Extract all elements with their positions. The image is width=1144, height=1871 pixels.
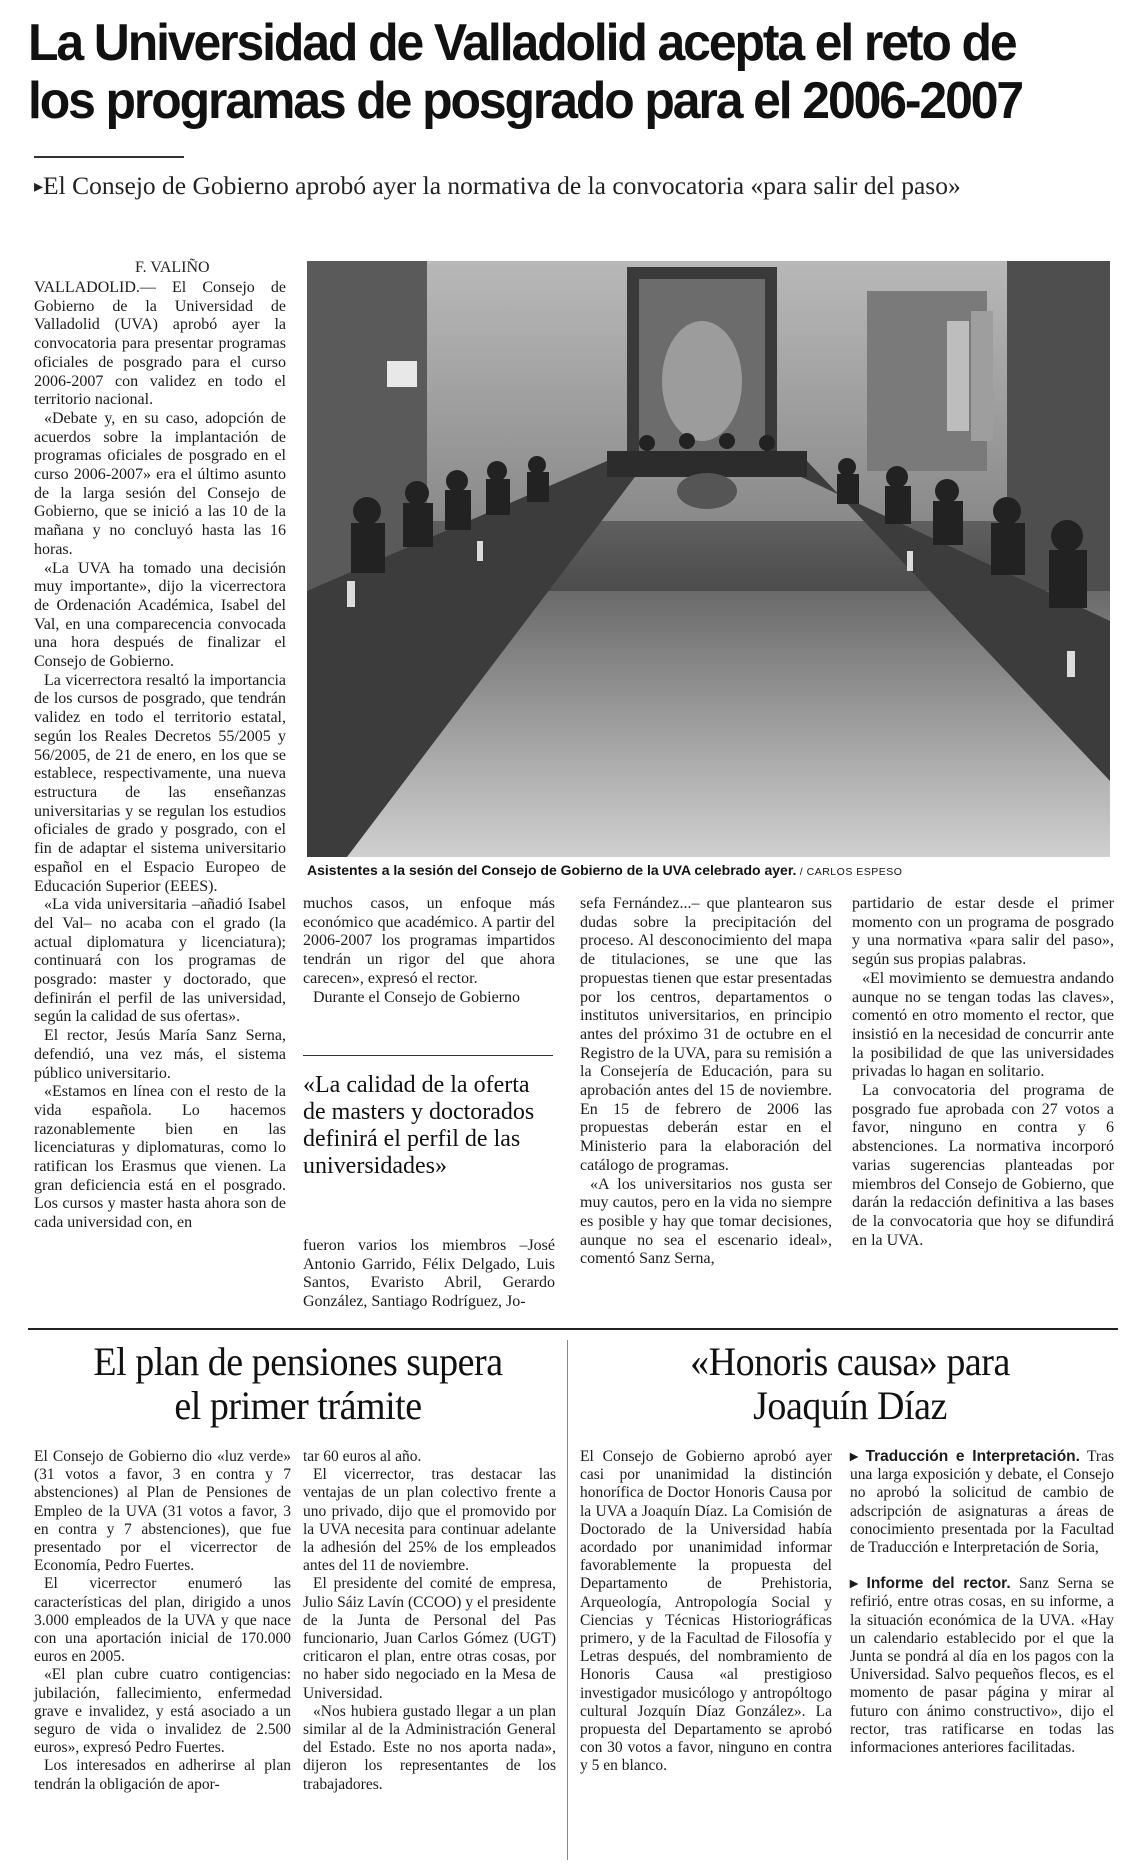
subheadline bbox=[34, 170, 1124, 203]
headline-line-2: Joaquín Díaz bbox=[753, 1383, 947, 1428]
paragraph: La convocatoria del programa de posgrado fue aprobada con 27 votos a favor, ninguno en contra y 6 abstenciones. La normativa incorporó varias sugerencias planteadas por miembros del Consejo de Gobierno, que darán la redacción definitiva a las bases de la convocatoria que hoy se difundirá en la UVA. bbox=[852, 1082, 1114, 1249]
paragraph: El Consejo de Gobierno dio «luz verde» (31 votos a favor, 3 en contra y 7 abstenciones) al Plan de Pensiones de Empleo de la UVA (31 votos a favor, 3 en contra y 7 abstenciones), que fue presentado por el vicerrector de Economía, Pedro Fuertes. bbox=[34, 1448, 291, 1575]
pensiones-headline bbox=[42, 1340, 555, 1428]
article-column-1 bbox=[34, 279, 286, 1233]
meeting-photo bbox=[307, 261, 1110, 857]
headline-line-1: «Honoris causa» para bbox=[690, 1339, 1010, 1384]
triangle-bullet-icon: ▸ bbox=[34, 176, 44, 197]
bullet-paragraph bbox=[850, 1575, 1114, 1757]
paragraph: El Consejo de Gobierno aprobó ayer casi por unanimidad la distinción honorífica de Doctor Honoris Causa por la UVA a Joaquín Díaz. La Comisión de Doctorado de la Universidad había acordado por unanimidad informar favorablemente la propuesta del Departamento de Prehistoria, Arqueología, Antropología Social y Ciencias y Técnicas Historiográficas primero, y de la Facultad de Filosofía y Letras después, del nombramiento de Honoris Causa «al prestigioso investigador musicólogo y antropóltogo cultural Jozquín Díaz González». La propuesta del Departamento se aprobó con 30 votos a favor, ninguno en contra y 5 en blanco. bbox=[580, 1448, 832, 1775]
byline: F. VALIÑO bbox=[135, 259, 210, 276]
headline-rule bbox=[34, 156, 184, 158]
photo-caption bbox=[307, 862, 1110, 878]
bullet-paragraph bbox=[850, 1448, 1114, 1557]
paragraph: El vicerrector, tras destacar las ventajas de un plan colectivo frente a uno privado, dijo que el promovido por la UVA necesita para continuar adelante la adhesión del 25% de los empleados antes del 11 de noviembre. bbox=[303, 1466, 556, 1575]
article-column-2-top bbox=[303, 895, 555, 1007]
subheadline-text: El Consejo de Gobierno aprobó ayer la normativa de la convocatoria «para salir del paso» bbox=[43, 171, 961, 200]
pullquote: «La calidad de la oferta de masters y doctorados definirá el perfil de las universidades» bbox=[303, 1072, 535, 1179]
paragraph: VALLADOLID.— El Consejo de Gobierno de la Universidad de Valladolid (UVA) aprobó ayer la convocatoria para presentar programas oficiales de posgrado para el curso 2006-2007 con validez en todo el territorio nacional. bbox=[34, 279, 286, 409]
paragraph: El rector, Jesús María Sanz Serna, defendió, una vez más, el sistema público universitario. bbox=[34, 1027, 286, 1082]
bullet-text: Tras una larga exposición y debate, el Consejo no aprobó la solicitud de cambio de adscripción de asignaturas a áreas de conocimiento presentada por la Facultad de Traducción e Interpretación de Soria, bbox=[850, 1448, 1114, 1557]
meeting-room-image bbox=[307, 261, 1110, 857]
paragraph: «La vida universitaria –añadió Isabel del Val– no acaba con el grado (la actual diplomatura y licenciatura); continuará con los programas de posgrado: master y doctorado, que definirán el perfil de las universidad, según la calidad de sus ofertas». bbox=[34, 896, 286, 1026]
pensiones-column-1 bbox=[34, 1448, 291, 1794]
paragraph: partidario de estar desde el primer momento con un programa de posgrado y una normativa «para salir del paso», según sus propias palabras. bbox=[852, 895, 1114, 969]
headline-line-1: El plan de pensiones supera bbox=[93, 1339, 503, 1384]
paragraph: «El movimiento se demuestra andando aunque no se tengan todas las claves», comentó en otro momento el rector, que insistió en la necesidad de concurrir ante la posibilidad de que las universidades privadas lo hagan en solitario. bbox=[852, 969, 1114, 1081]
pullquote-rule-top bbox=[303, 1055, 553, 1056]
caption-text: Asistentes a la sesión del Consejo de Gobierno de la UVA celebrado ayer. bbox=[307, 862, 797, 878]
column-separator bbox=[567, 1340, 568, 1860]
paragraph: Los interesados en adherirse al plan tendrán la obligación de apor- bbox=[34, 1757, 291, 1793]
article-column-2-bottom bbox=[303, 1237, 555, 1312]
paragraph: El vicerrector enumeró las características del plan, dirigido a unos 3.000 empleados de la UVA y que nace con una aportación inicial de 170.000 euros en 2005. bbox=[34, 1575, 291, 1666]
paragraph: «Nos hubiera gustado llegar a un plan similar al de la Administración General del Estado. Este no nos aporta nada», dijeron los representantes de los trabajadores. bbox=[303, 1702, 556, 1793]
honoris-column-1 bbox=[580, 1448, 832, 1776]
headline-line-2: el primer trámite bbox=[174, 1383, 422, 1428]
photo-credit: / CARLOS ESPESO bbox=[796, 866, 903, 878]
paragraph: fueron varios los miembros –José Antonio Garrido, Félix Delgado, Luis Santos, Evaristo Abril, Gerardo González, Santiago Rodríguez, Jo- bbox=[303, 1237, 555, 1311]
main-headline bbox=[28, 14, 1074, 130]
paragraph: «Debate y, en su caso, adopción de acuerdos sobre la implantación de programas oficiales de posgrado en el curso 2006-2007» era el último asunto de la larga sesión del Consejo de Gobierno, que se inició a las 10 de la mañana y no concluyó hasta las 16 horas. bbox=[34, 409, 286, 558]
bullet-text: Sanz Serna se refirió, entre otras cosas, en su informe, a la situación económica de la UVA. «Hay un calendario establecido por el que la Junta se pondrá al día en los pagos con la Universidad. Salvo pequeños flecos, es el momento de pasar página y mirar al futuro con ánimo constructivo», dijo el rector, tras ratificarse en todas las informaciones anteriores facilitadas. bbox=[850, 1575, 1114, 1757]
headline-line-2: los programas de posgrado para el 2006-2007 bbox=[28, 72, 1023, 130]
article-column-4 bbox=[852, 895, 1114, 1250]
paragraph: sefa Fernández...– que plantearon sus dudas sobre la precipitación del proceso. Al desconocimiento del mapa de titulaciones, se une que las propuestas tienen que estar presentadas por los centros, departamentos o institutos universitarios, en principio antes del próximo 31 de octubre en el Registro de la UVA, para su remisión a la Consejería de Educación, para su aprobación antes del 15 de noviembre. En 15 de febrero de 2006 las propuestas deberán estar en el Ministerio para la elaboración del catálogo de programas. bbox=[580, 895, 832, 1174]
paragraph: tar 60 euros al año. bbox=[303, 1448, 422, 1465]
honoris-column-2 bbox=[850, 1448, 1114, 1757]
headline-line-1: La Universidad de Valladolid acepta el reto de bbox=[28, 14, 1016, 72]
section-divider bbox=[28, 1328, 1118, 1330]
bullet-heading: ▸ Traducción e Interpretación. bbox=[850, 1448, 1080, 1465]
paragraph: «Estamos en línea con el resto de la vida española. Lo hacemos razonablemente bien en las licenciaturas y diplomaturas, como lo ratifican los Erasmus que vienen. La gran deficiencia está en el posgrado. Los cursos y master hasta ahora son de cada universidad con, en bbox=[34, 1083, 286, 1232]
paragraph: Durante el Consejo de Gobierno bbox=[313, 988, 521, 1006]
article-column-3 bbox=[580, 895, 832, 1269]
paragraph: «El plan cubre cuatro contigencias: jubilación, fallecimiento, enfermedad grave e invalidez, y está asociado a un seguro de vida o invalidez de 2.500 euros», expresó Pedro Fuertes. bbox=[34, 1666, 291, 1757]
bullet-heading: ▸ Informe del rector. bbox=[850, 1575, 1011, 1593]
honoris-headline bbox=[594, 1340, 1107, 1428]
pensiones-column-2 bbox=[303, 1448, 556, 1794]
paragraph: muchos casos, un enfoque más económico que académico. A partir del 2006-2007 los programas impartidos tendrán un rigor del que ahora carecen», expresó el rector. bbox=[303, 895, 555, 987]
paragraph: La vicerrectora resaltó la importancia de los cursos de posgrado, que tendrán validez en todo el territorio estatal, según los Reales Decretos 55/2005 y 56/2005, de 21 de enero, en los que se establece, respectivamente, una nueva estructura de las enseñanzas universitarias y se regulan los estudios oficiales de grado y posgrado, con el fin de adaptar el sistema universitario español en el Espacio Europeo de Educación Superior (EEES). bbox=[34, 671, 286, 895]
paragraph: El presidente del comité de empresa, Julio Sáiz Lavín (CCOO) y el presidente de la Junta de Personal del Pas funcionario, Juan Carlos Gómez (UGT) criticaron el plan, entre otras cosas, por no haber sido negociado en la Mesa de Universidad. bbox=[303, 1575, 556, 1702]
paragraph: «A los universitarios nos gusta ser muy cautos, pero en la vida no siempre es posible y hay que tomar decisiones, aunque no sea el escenario ideal», comentó Sanz Serna, bbox=[580, 1175, 832, 1268]
paragraph: «La UVA ha tomado una decisión muy importante», dijo la vicerrectora de Ordenación Académica, Isabel del Val, en una comparecencia convocada una hora después de finalizar el Consejo de Gobierno. bbox=[34, 559, 286, 671]
